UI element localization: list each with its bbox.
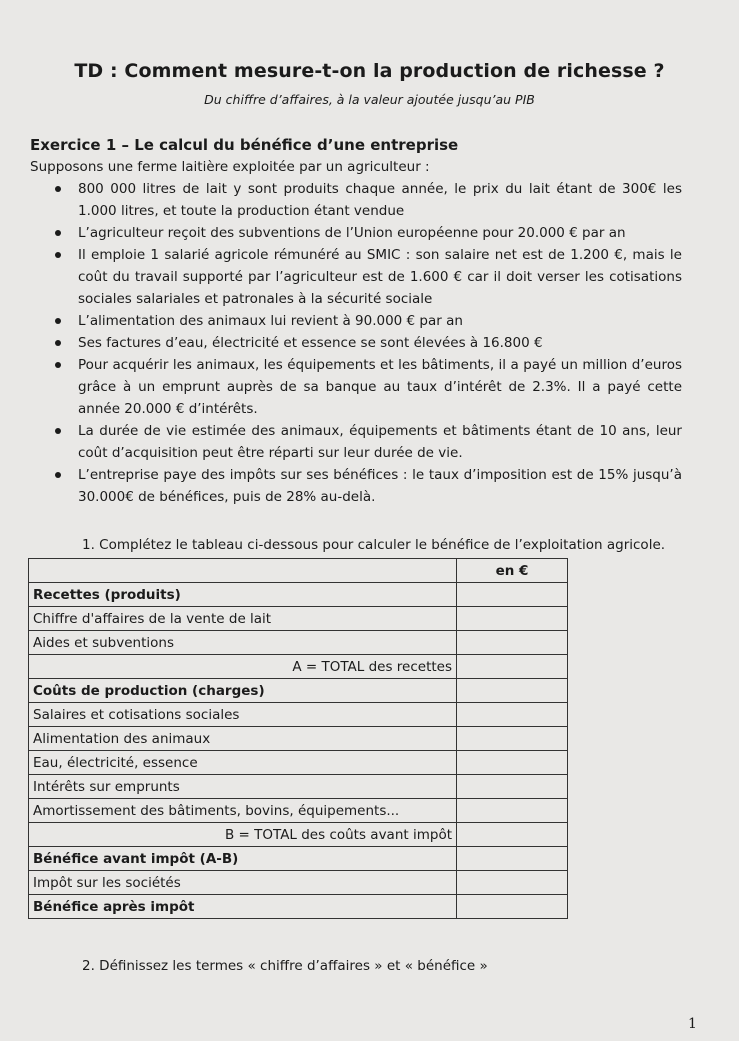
table-row <box>29 583 568 607</box>
amount-input-cell[interactable] <box>457 775 568 799</box>
list-item: Il emploie 1 salarié agricole rémunéré au SMIC : son salaire net est de 1.200 €, mais le coût du travail supporté par l’agriculteur est de 1.600 € car il doit verser les cotisations sociales salariales et patronales à la sécurité sociale <box>52 244 682 310</box>
table-row <box>29 895 568 919</box>
table-header-label-cell <box>29 559 457 583</box>
table-row <box>29 631 568 655</box>
amount-input-cell[interactable] <box>457 703 568 727</box>
amount-input-cell[interactable] <box>457 679 568 703</box>
table-row <box>29 775 568 799</box>
amount-input-cell[interactable] <box>457 847 568 871</box>
list-item: Ses factures d’eau, électricité et essence se sont élevées à 16.800 € <box>52 332 682 354</box>
table-row <box>29 607 568 631</box>
amount-input-cell[interactable] <box>457 655 568 679</box>
profit-table <box>28 558 568 919</box>
list-item: Pour acquérir les animaux, les équipements et les bâtiments, il a payé un million d’euros grâce à un emprunt auprès de sa banque au taux d’intérêt de 2.3%. Il a payé cette année 20.000 € d’intérêts. <box>52 354 682 420</box>
table-header-row <box>29 559 568 583</box>
amount-input-cell[interactable] <box>457 583 568 607</box>
list-item: L’alimentation des animaux lui revient à 90.000 € par an <box>52 310 682 332</box>
table-row-label: Bénéfice avant impôt (A-B) <box>29 847 457 871</box>
table-row-label: Intérêts sur emprunts <box>29 775 457 799</box>
list-item: L’entreprise paye des impôts sur ses bénéfices : le taux d’imposition est de 15% jusqu’à 30.000€ de bénéfices, puis de 28% au-delà. <box>52 464 682 508</box>
table-row <box>29 727 568 751</box>
exercise-bullet-list <box>52 178 682 508</box>
table-row-label: Recettes (produits) <box>29 583 457 607</box>
page-number: 1 <box>688 1016 697 1032</box>
table-row-label: Coûts de production (charges) <box>29 679 457 703</box>
list-item: 800 000 litres de lait y sont produits chaque année, le prix du lait étant de 300€ les 1.000 litres, et toute la production étant vendue <box>52 178 682 222</box>
amount-input-cell[interactable] <box>457 751 568 775</box>
table-row <box>29 679 568 703</box>
page-title: TD : Comment mesure-t-on la production de richesse ? <box>74 60 665 82</box>
list-item: La durée de vie estimée des animaux, équipements et bâtiments étant de 10 ans, leur coût d’acquisition peut être réparti sur leur durée de vie. <box>52 420 682 464</box>
amount-input-cell[interactable] <box>457 607 568 631</box>
table-row-label: Amortissement des bâtiments, bovins, équipements... <box>29 799 457 823</box>
table-row-label: Bénéfice après impôt <box>29 895 457 919</box>
table-row <box>29 823 568 847</box>
list-item: L’agriculteur reçoit des subventions de l’Union européenne pour 20.000 € par an <box>52 222 682 244</box>
question-1: 1. Complétez le tableau ci-dessous pour calculer le bénéfice de l’exploitation agricole. <box>82 537 666 553</box>
amount-input-cell[interactable] <box>457 631 568 655</box>
table-row-label: Aides et subventions <box>29 631 457 655</box>
amount-input-cell[interactable] <box>457 871 568 895</box>
table-row-label: Eau, électricité, essence <box>29 751 457 775</box>
question-2: 2. Définissez les termes « chiffre d’affaires » et « bénéfice » <box>82 958 488 974</box>
table-row <box>29 871 568 895</box>
table-row <box>29 655 568 679</box>
table-row-label: Impôt sur les sociétés <box>29 871 457 895</box>
amount-input-cell[interactable] <box>457 823 568 847</box>
table-row-label: B = TOTAL des coûts avant impôt <box>29 823 457 847</box>
table-row <box>29 751 568 775</box>
table-row-label: Chiffre d'affaires de la vente de lait <box>29 607 457 631</box>
exercise-heading: Exercice 1 – Le calcul du bénéfice d’une entreprise <box>30 136 459 154</box>
table-row <box>29 799 568 823</box>
amount-input-cell[interactable] <box>457 727 568 751</box>
amount-input-cell[interactable] <box>457 895 568 919</box>
table-row-label: A = TOTAL des recettes <box>29 655 457 679</box>
table-row-label: Alimentation des animaux <box>29 727 457 751</box>
page-subtitle: Du chiffre d’affaires, à la valeur ajoutée jusqu’au PIB <box>204 92 535 107</box>
table-row <box>29 703 568 727</box>
table-row-label: Salaires et cotisations sociales <box>29 703 457 727</box>
table-header-currency: en € <box>457 559 568 583</box>
exercise-intro: Supposons une ferme laitière exploitée par un agriculteur : <box>30 159 430 175</box>
amount-input-cell[interactable] <box>457 799 568 823</box>
table-row <box>29 847 568 871</box>
